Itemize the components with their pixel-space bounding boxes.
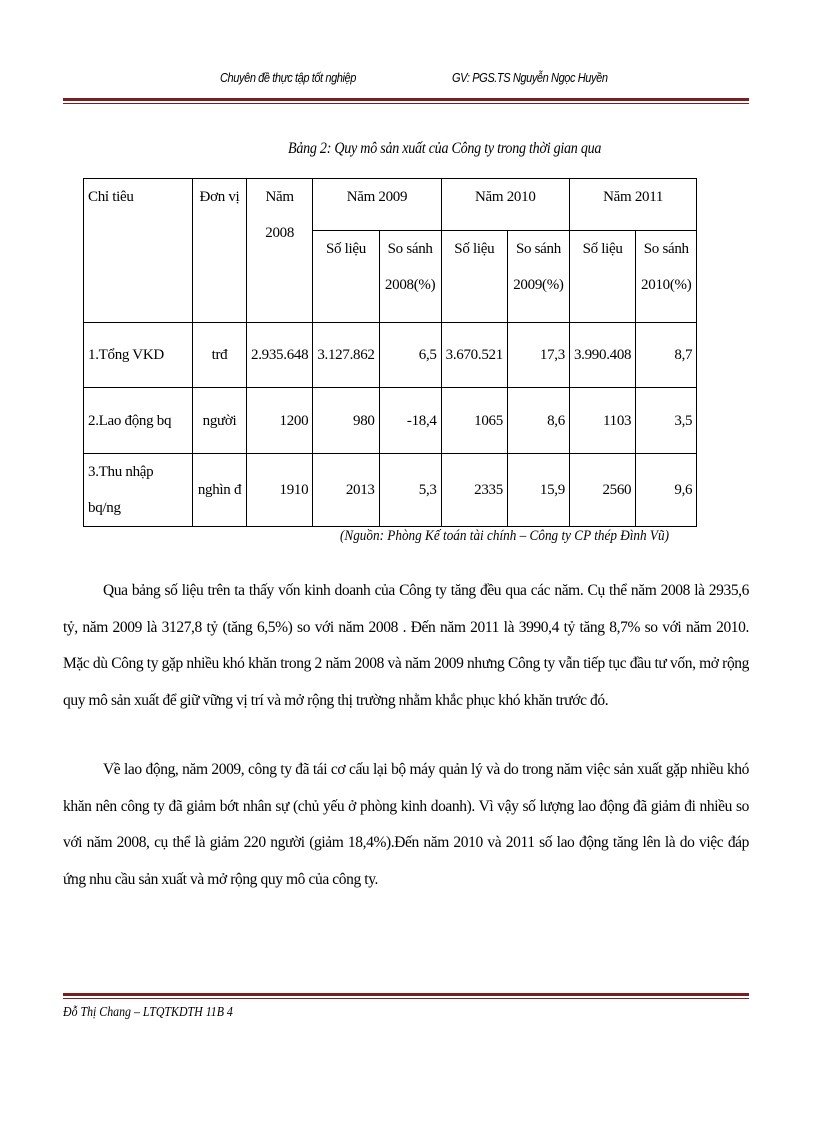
body-paragraph-labor: [63, 752, 749, 898]
cell-2008: 2.935.648: [247, 323, 313, 388]
header-divider: [63, 98, 749, 104]
row-label: 3.Thu nhập bq/ng: [84, 454, 193, 527]
page-footer: Đỗ Thị Chang – LTQTKDTH 11B 4: [63, 1004, 233, 1019]
cell-cmp-2009: 5,3: [379, 454, 441, 527]
so-sanh-label: So sánh: [387, 241, 433, 257]
header-nam-2008: [247, 179, 313, 323]
so-sanh-base-2009: 2009(%): [513, 277, 564, 293]
cell-cmp-2011: 9,6: [636, 454, 697, 527]
cell-2010: 1065: [441, 388, 507, 454]
cell-2009: 3.127.862: [313, 323, 379, 388]
cell-2011: 1103: [569, 388, 635, 454]
so-sanh-label: So sánh: [643, 241, 689, 257]
table-row: [84, 388, 697, 454]
cell-2010: 3.670.521: [441, 323, 507, 388]
cell-2010: 2335: [441, 454, 507, 527]
table-row: [84, 323, 697, 388]
header-so-sanh-2010: [507, 231, 569, 323]
cell-cmp-2009: -18,4: [379, 388, 441, 454]
header-don-vi: Đơn vị: [193, 179, 247, 323]
cell-2008: 1200: [247, 388, 313, 454]
body-paragraph-capital: [63, 573, 749, 719]
row-label: 2.Lao động bq: [84, 388, 193, 454]
production-scale-table: [83, 178, 697, 527]
row-unit: người: [193, 388, 247, 454]
cell-cmp-2010: 15,9: [507, 454, 569, 527]
header-so-lieu-2009: Số liệu: [313, 231, 379, 323]
cell-2011: 3.990.408: [569, 323, 635, 388]
row-unit: trđ: [193, 323, 247, 388]
table-row: [84, 454, 697, 527]
header-year-2010: Năm 2010: [441, 179, 569, 231]
paragraph-text: Qua bảng số liệu trên ta thấy vốn kinh doanh của Công ty tăng đều qua các năm. Cụ thể năm 2008 là 2935,6 tỷ, năm 2009 là 3127,8 tỷ (tăng 6,5%) so với năm 2008 . Đến năm 2011 là 3990,4 tỷ tăng 8,7% so với năm 2010. Mặc dù Công ty gặp nhiều khó khăn trong 2 năm 2008 và năm 2009 nhưng Công ty vẫn tiếp tục đầu tư vốn, mở rộng quy mô sản xuất để giữ vững vị trí và mở rộng thị trường nhằm khắc phục khó khăn trước đó.: [63, 582, 749, 709]
so-sanh-base-2008: 2008(%): [384, 277, 436, 293]
so-sanh-label: So sánh: [515, 241, 561, 257]
header-so-lieu-2010: Số liệu: [441, 231, 507, 323]
cell-cmp-2011: 8,7: [636, 323, 697, 388]
header-so-sanh-2009: [379, 231, 441, 323]
cell-cmp-2011: 3,5: [636, 388, 697, 454]
header-left-text: Chuyên đề thực tập tốt nghiệp: [220, 70, 356, 85]
cell-cmp-2010: 8,6: [507, 388, 569, 454]
cell-2009: 980: [313, 388, 379, 454]
paragraph-text: Về lao động, năm 2009, công ty đã tái cơ cấu lại bộ máy quản lý và do trong năm việc sản xuất gặp nhiều khó khăn nên công ty đã giảm bớt nhân sự (chủ yếu ở phòng kinh doanh). Vì vậy số lượng lao động đã giảm đi nhiều so với năm 2008, cụ thể là giảm 220 người (giảm 18,4%).Đến năm 2010 và 2011 số lao động tăng lên là do việc đáp ứng nhu cầu sản xuất và mở rộng quy mô của công ty.: [63, 761, 749, 888]
header-year-2011: Năm 2011: [569, 179, 696, 231]
cell-cmp-2010: 17,3: [507, 323, 569, 388]
header-year-2009: Năm 2009: [313, 179, 441, 231]
header-right-text: GV: PGS.TS Nguyễn Ngọc Huyền: [452, 70, 608, 85]
row-label: 1.Tổng VKD: [84, 323, 193, 388]
header-so-sanh-2011: [636, 231, 697, 323]
footer-divider: [63, 993, 749, 999]
header-chi-tieu: Chỉ tiêu: [84, 179, 193, 323]
header-nam-2008-line2: 2008: [265, 225, 295, 241]
row-unit: nghìn đ: [193, 454, 247, 527]
cell-2008: 1910: [247, 454, 313, 527]
source-note: (Nguồn: Phòng Kế toán tài chính – Công ty CP thép Đình Vũ): [340, 528, 669, 544]
cell-2011: 2560: [569, 454, 635, 527]
header-so-lieu-2011: Số liệu: [569, 231, 635, 323]
table-caption: Bảng 2: Quy mô sản xuất của Công ty trong thời gian qua: [288, 140, 602, 157]
cell-cmp-2009: 6,5: [379, 323, 441, 388]
so-sanh-base-2010: 2010(%): [641, 277, 692, 293]
cell-2009: 2013: [313, 454, 379, 527]
header-nam-2008-line1: Năm: [265, 189, 294, 205]
page-header: [220, 70, 720, 94]
